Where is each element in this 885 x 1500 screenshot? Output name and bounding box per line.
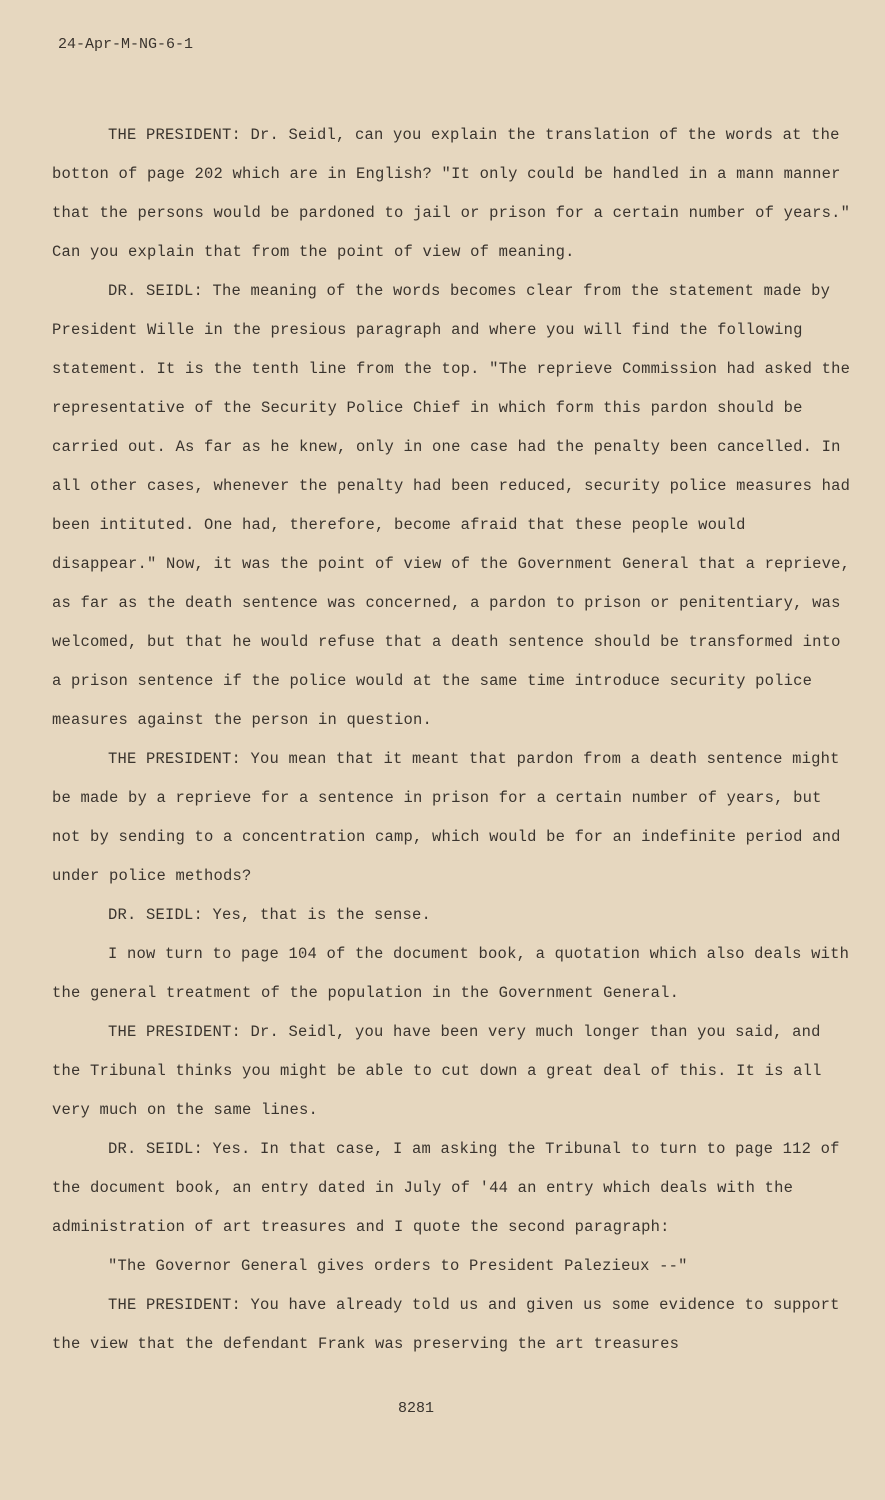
paragraph: DR. SEIDL: Yes. In that case, I am asking the Tribunal to turn to page 112 of the document book, an entry dated in July of '44 an entry which deals with the administration of art treasures and I quote the second paragraph: [52, 1140, 840, 1236]
document-reference: 24-Apr-M-NG-6-1 [58, 36, 194, 53]
transcript-body [52, 116, 852, 1364]
paragraph: THE PRESIDENT: Dr. Seidl, you have been very much longer than you said, and the Tribunal thinks you might be able to cut down a great deal of this. It is all very much on the same lines. [52, 1023, 822, 1119]
paragraph: DR. SEIDL: The meaning of the words becomes clear from the statement made by President Wille in the presious paragraph and where you will find the following statement. It is the tenth line from the top. "The reprieve Commission had asked the representative of the Security Police Chief in which form this pardon should be carried out. As far as he knew, only in one case had the penalty been cancelled. In all other cases, whenever the penalty had been reduced, security police measures had been intituted. One had, therefore, become afraid that these people would disappear." Now, it was the point of view of the Government General that a reprieve, as far as the death sentence was concerned, a pardon to prison or penitentiary, was welcomed, but that he would refuse that a death sentence should be transformed into a prison sentence if the police would at the same time introduce security police measures against the person in question. [52, 282, 851, 729]
paragraph: DR. SEIDL: Yes, that is the sense. [108, 906, 432, 924]
paragraph: THE PRESIDENT: Dr. Seidl, can you explain the translation of the words at the botton of page 202 which are in English? "It only could be handled in a mann manner that the persons would be pardoned to jail or prison for a certain number of years." Can you explain that from the point of view of meaning. [52, 126, 851, 261]
paragraph: THE PRESIDENT: You mean that it meant that pardon from a death sentence might be made by a reprieve for a sentence in prison for a certain number of years, but not by sending to a concentration camp, which would be for an indefinite period and under police methods? [52, 750, 841, 885]
paragraph: "The Governor General gives orders to President Palezieux --" [108, 1257, 688, 1275]
page-number: 8281 [398, 1400, 435, 1417]
paragraph: THE PRESIDENT: You have already told us and given us some evidence to support the view that the defendant Frank was preserving the art treasures [52, 1296, 840, 1353]
paragraph: I now turn to page 104 of the document book, a quotation which also deals with the general treatment of the population in the Government General. [52, 945, 850, 1002]
